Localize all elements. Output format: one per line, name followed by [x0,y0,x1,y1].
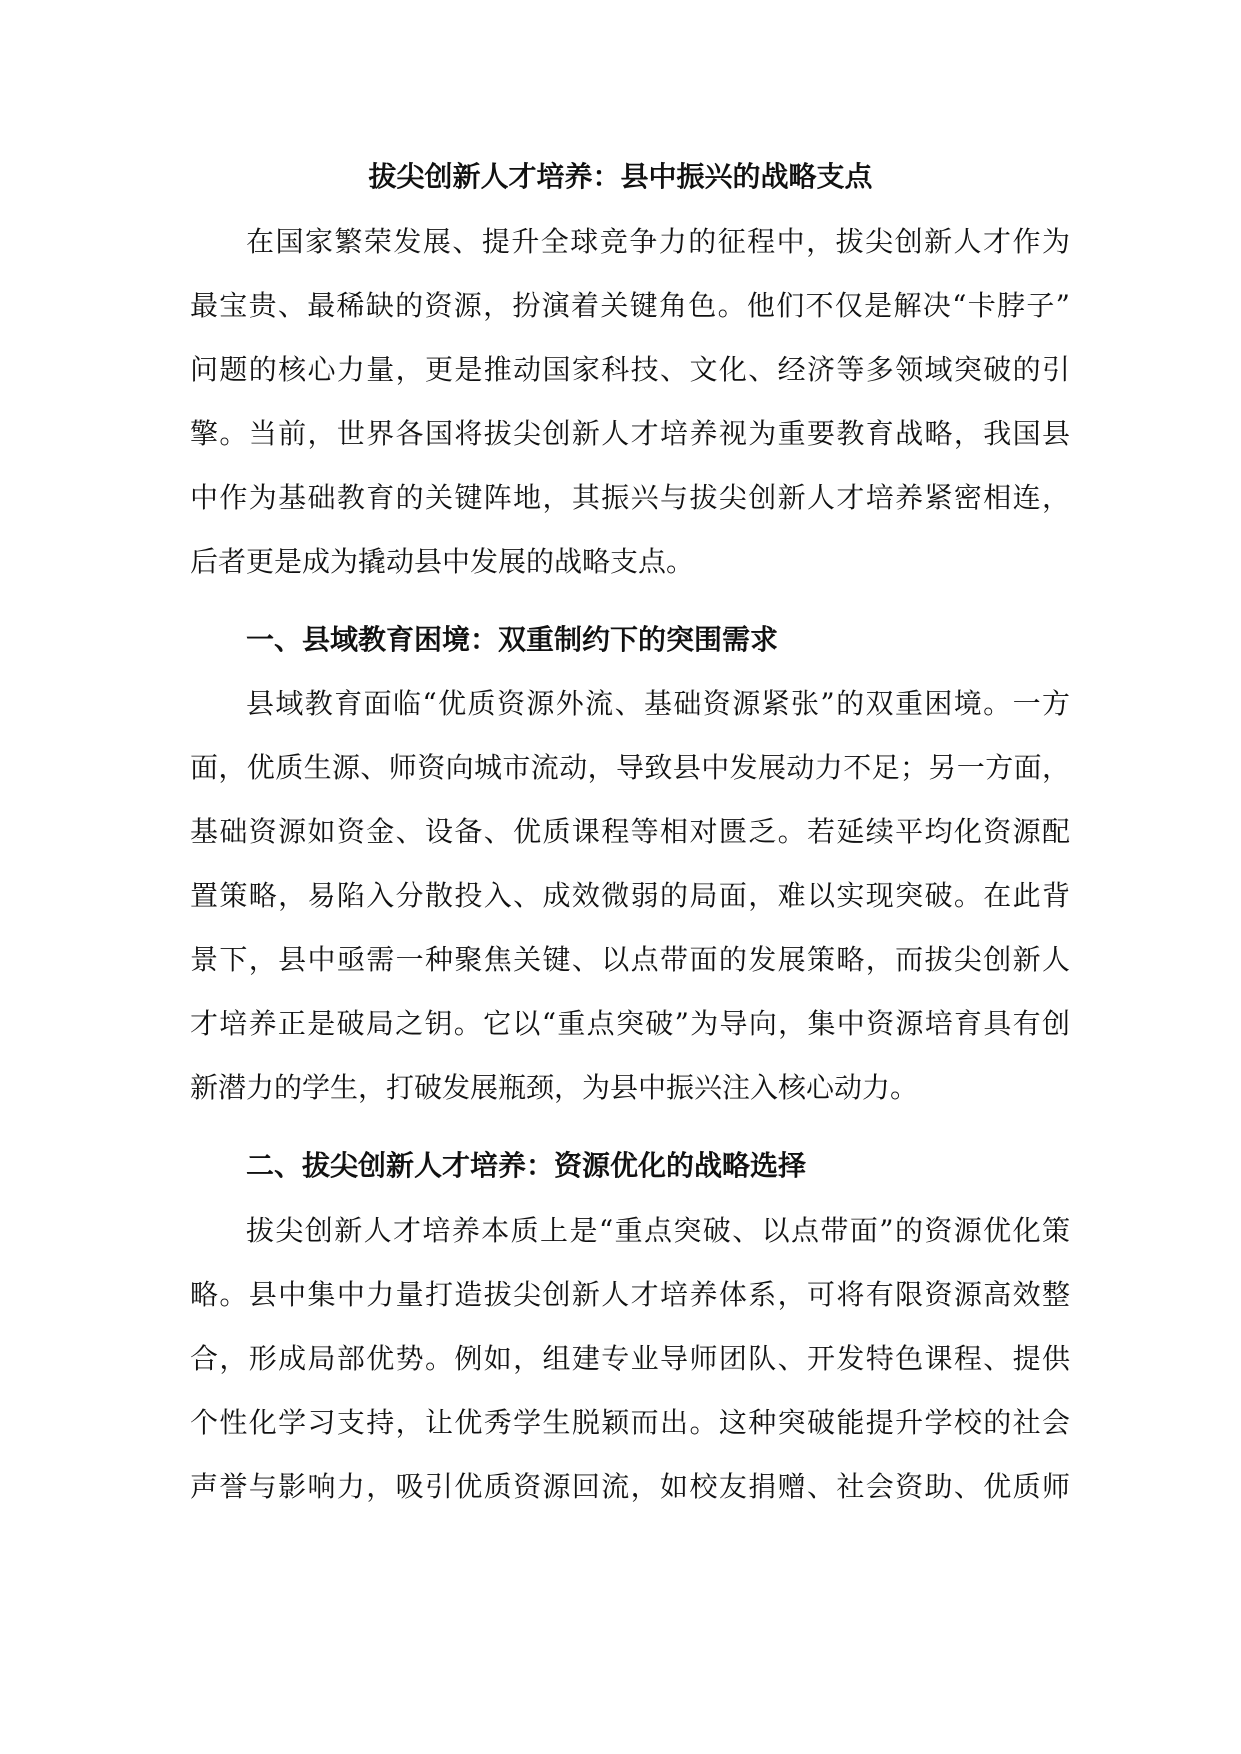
paragraph-line: 拔尖创新人才培养本质上是“重点突破、以点带面”的资源优化策 [246,1214,1070,1247]
paragraph-line: 后者更是成为撬动县中发展的战略支点。 [190,545,695,578]
section-1-heading: 一、县域教育困境：双重制约下的突围需求 [246,623,779,656]
paragraph-line: 县域教育面临“优质资源外流、基础资源紧张”的双重困境。一方 [246,687,1070,720]
paragraph-line: 面，优质生源、师资向城市流动，导致县中发展动力不足；另一方面， [190,751,1070,784]
paragraph-line: 景下，县中亟需一种聚焦关键、以点带面的发展策略，而拔尖创新人 [190,943,1070,976]
paragraph-line: 置策略，易陷入分散投入、成效微弱的局面，难以实现突破。在此背 [190,879,1070,912]
section-2-paragraph [190,1199,1070,1519]
paragraph-line: 合，形成局部优势。例如，组建专业导师团队、开发特色课程、提供 [190,1342,1070,1375]
paragraph-line: 基础资源如资金、设备、优质课程等相对匮乏。若延续平均化资源配 [190,815,1070,848]
section-2-heading: 二、拔尖创新人才培养：资源优化的战略选择 [246,1149,807,1182]
intro-paragraph [190,210,1070,594]
document-title: 拔尖创新人才培养：县中振兴的战略支点 [368,160,873,193]
section-1-paragraph [190,672,1070,1120]
paragraph-line: 擎。当前，世界各国将拔尖创新人才培养视为重要教育战略，我国县 [190,417,1070,450]
paragraph-line: 新潜力的学生，打破发展瓶颈，为县中振兴注入核心动力。 [190,1071,919,1104]
paragraph-line: 问题的核心力量，更是推动国家科技、文化、经济等多领域突破的引 [190,353,1070,386]
paragraph-line: 才培养正是破局之钥。它以“重点突破”为导向，集中资源培育具有创 [190,1007,1070,1040]
paragraph-line: 个性化学习支持，让优秀学生脱颖而出。这种突破能提升学校的社会 [190,1406,1070,1439]
paragraph-line: 声誉与影响力，吸引优质资源回流，如校友捐赠、社会资助、优质师 [190,1470,1070,1503]
paragraph-line: 中作为基础教育的关键阵地，其振兴与拔尖创新人才培养紧密相连， [190,481,1070,514]
paragraph-line: 最宝贵、最稀缺的资源，扮演着关键角色。他们不仅是解决“卡脖子” [190,289,1070,322]
paragraph-line: 略。县中集中力量打造拔尖创新人才培养体系，可将有限资源高效整 [190,1278,1070,1311]
paragraph-line: 在国家繁荣发展、提升全球竞争力的征程中，拔尖创新人才作为 [246,225,1070,258]
